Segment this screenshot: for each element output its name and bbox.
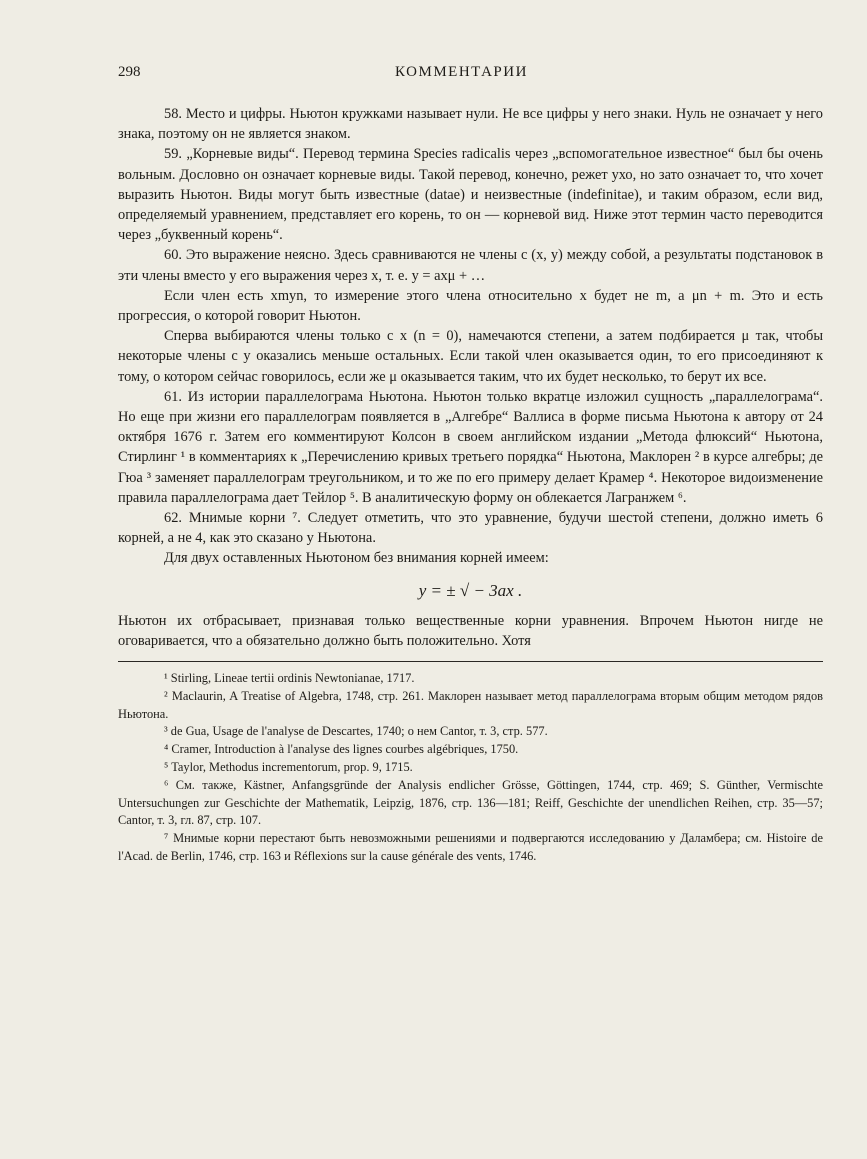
note-60-procedure: Сперва выбираются члены только с x (n = 0), намечаются степени, а затем подбирается μ так, чтобы некоторые члены с y оказались меньше остальных. Если такой член оказывается один, то его присоединяют к тому, о котором сейчас говорилось, если же μ оказывается таким, что их будет несколько, то берут их все. <box>118 328 823 385</box>
footnote-5: ⁵ Taylor, Methodus incrementorum, prop. 9, 1715. <box>164 760 413 775</box>
note-62: 62. Мнимые корни ⁷. Следует отметить, что это уравнение, будучи шестой степени, должно иметь 6 корней, а не 4, как это сказано у Ньютона. <box>118 510 823 547</box>
page-header <box>118 64 805 88</box>
note-60-dimension: Если член есть xmyn, то измерение этого члена относительно x будет не m, а μn + m. Это и есть прогрессия, о которой говорит Ньютон. <box>118 287 823 325</box>
note-62-continuation: Ньютон их отбрасывает, признавая только вещественные корни уравнения. Впрочем Ньютон нигде не оговаривается, что a обязательно должно быть положительно. Хотя <box>118 612 823 649</box>
page-number: 298 <box>118 64 141 80</box>
footnote-7: ⁷ Мнимые корни перестают быть невозможными решениями и подвергаются исследованию у Даламбера; см. Histoire de l'Acad. de Berlin, 1746, стр. 163 и Réflexions sur la cause générale des vents, 1746. <box>118 831 823 864</box>
note-59: 59. „Корневые виды“. Перевод термина Species radicalis через „вспомогательное известное“ был бы очень вольным. Дословно он означает корневые виды. Такой перевод, конечно, режет ухо, но зато означает то, что хочет выразить Ньютон. Виды могут быть известные (datae) и неизвестные (indefinitae), и таким образом, если вид, определяемый уравнением, представляет его корень, то он — корневой вид. Ниже этот термин часто переводится через „буквенный корень“. <box>118 146 823 244</box>
footnote-3: ³ de Gua, Usage de l'analyse de Descartes, 1740; о нем Cantor, т. 3, стр. 577. <box>164 724 548 739</box>
page-body <box>118 104 823 866</box>
note-62-roots-intro: Для двух оставленных Ньютоном без внимания корней имеем: <box>164 550 549 567</box>
footnote-6: ⁶ См. также, Kästner, Anfangsgründe der Analysis endlicher Grösse, Göttingen, 1744, стр. 469; S. Günther, Vermischte Untersuchungen zur Geschichte der Mathematik, Leipzig, 1876, стр. 136—181; Reiff, Geschichte der unendlichen Reihen, стр. 35—57; Cantor, т. 3, гл. 87, стр. 107. <box>118 777 823 828</box>
footnote-4: ⁴ Cramer, Introduction à l'analyse des lignes courbes algébriques, 1750. <box>164 742 519 757</box>
footnote-divider <box>118 661 823 662</box>
note-60: 60. Это выражение неясно. Здесь сравниваются не члены с (x, y) между собой, а результаты подстановок в эти члены вместо y его выражения через x, т. е. y = axμ + … <box>118 247 823 284</box>
running-head: КОММЕНТАРИИ <box>395 64 528 80</box>
footnote-1: ¹ Stirling, Lineae tertii ordinis Newtonianae, 1717. <box>164 671 415 686</box>
roots-formula: y = ± √ − 3ax . <box>418 580 523 600</box>
footnote-2: ² Maclaurin, A Treatise of Algebra, 1748, стр. 261. Маклорен называет метод параллелограма вторым общим методом рядов Ньютона. <box>118 688 823 721</box>
note-58: 58. Место и цифры. Ньютон кружками называет нули. Не все цифры у него знаки. Нуль не означает у него знака, поэтому он не является знаком. <box>118 106 823 143</box>
note-61: 61. Из истории параллелограма Ньютона. Ньютон только вкратце изложил сущность „параллелограма“. Но еще при жизни его параллелограм появляется в „Алгебре“ Валлиса в форме письма Ньютона к автору от 24 октября 1676 г. Затем его комментируют Колсон в своем английском издании „Метода флюксий“ Ньютона, Стирлинг ¹ в комментариях к „Перечислению кривых третьего порядка“ Ньютона, Маклорен ² в курсе алгебры; де Гюа ³ заменяет параллелограм треугольником, и то же по его примеру делает Крамер ⁴. Некоторое видоизменение правила параллелограма дает Тейлор ⁵. В аналитическую форму он облекается Лагранжем ⁶. <box>118 388 823 506</box>
